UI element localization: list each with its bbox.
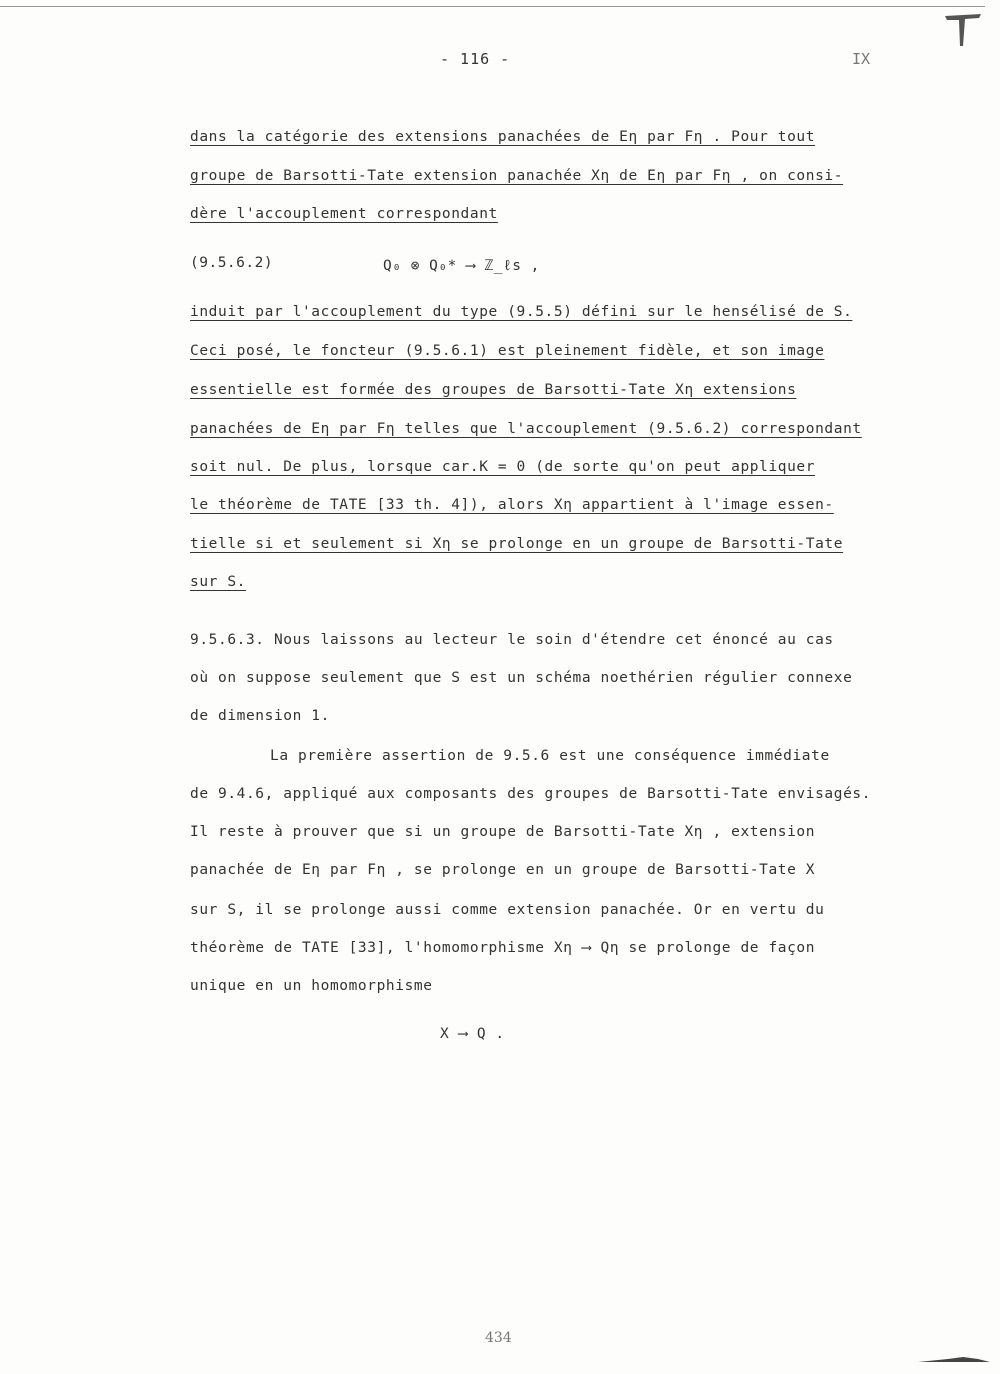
text-line: essentielle est formée des groupes de Barsotti-Tate Xη extensions [190,382,797,398]
text-line: panachées de Eη par Fη telles que l'accouplement (9.5.6.2) correspondant [190,421,862,437]
text-line: où on suppose seulement que S est un schéma noethérien régulier connexe [190,670,853,686]
text-line: groupe de Barsotti-Tate extension panachée Xη de Eη par Fη , on consi- [190,168,844,184]
text-line: soit nul. De plus, lorsque car.K = 0 (de sorte qu'on peut appliquer [190,459,816,475]
text-line: unique en un homomorphisme [190,978,433,994]
text-line: de 9.4.6, appliqué aux composants des groupes de Barsotti-Tate envisagés. [190,786,872,802]
text-line: théorème de TATE [33], l'homomorphisme Xη ⟶ Qη se prolonge de façon [190,940,816,956]
equation-body: X ⟶ Q . [440,1026,505,1042]
text-line: sur S. [190,574,246,590]
text-line: de dimension 1. [190,708,330,724]
scan-smudge-icon [918,1356,990,1364]
text-line: Il reste à prouver que si un groupe de Barsotti-Tate Xη , extension [190,824,816,840]
page-number: - 116 - [440,50,511,68]
text-line: Ceci posé, le foncteur (9.5.6.1) est pleinement fidèle, et son image [190,343,825,359]
text-line: sur S, il se prolonge aussi comme extension panachée. Or en vertu du [190,902,825,918]
text-line: 9.5.6.3. Nous laissons au lecteur le soin d'étendre cet énoncé au cas [190,632,834,648]
corner-mark-icon [943,8,983,48]
equation-body: Q₀ ⊗ Q₀* ⟶ ℤ_ℓs , [383,258,540,274]
text-line: La première assertion de 9.5.6 est une conséquence immédiate [270,748,830,764]
equation-label: (9.5.6.2) [190,255,274,271]
chapter-label: IX [852,50,871,68]
folio-number: 434 [485,1330,512,1346]
text-line: dans la catégorie des extensions panachées de Eη par Fη . Pour tout [190,129,816,145]
text-line: panachée de Eη par Fη , se prolonge en un groupe de Barsotti-Tate X [190,862,816,878]
text-line: dère l'accouplement correspondant [190,206,498,222]
text-line: tielle si et seulement si Xη se prolonge en un groupe de Barsotti-Tate [190,536,844,552]
scan-top-border [0,6,985,7]
text-line: le théorème de TATE [33 th. 4]), alors Xη appartient à l'image essen- [190,497,834,513]
text-line: induit par l'accouplement du type (9.5.5) défini sur le hensélisé de S. [190,304,853,320]
